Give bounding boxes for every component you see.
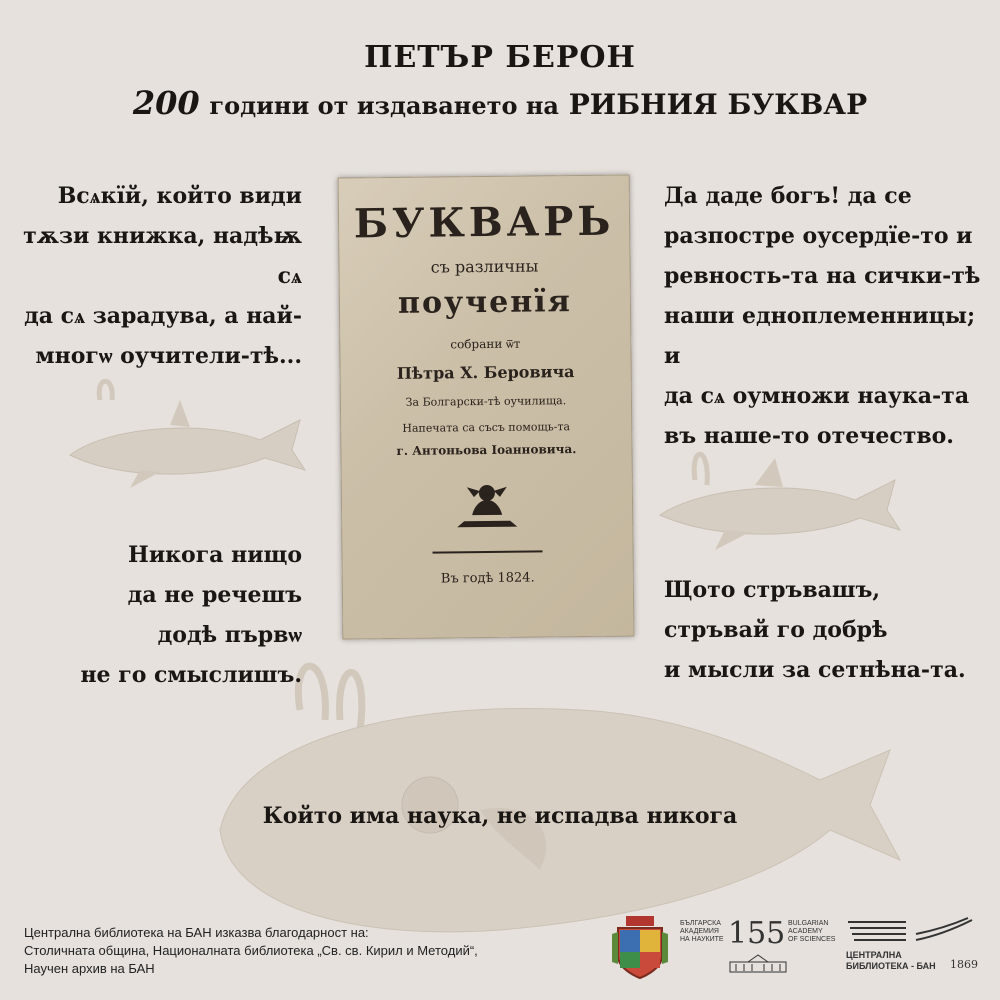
page-title: ПЕТЪР БЕРОН [364, 40, 636, 75]
quote-top-right [664, 176, 994, 456]
quote-line: да не речешъ [127, 582, 302, 608]
quote-line: разпостре оусердїе-то и [664, 223, 973, 249]
logo-text: ACADEMY [788, 928, 823, 935]
logo-year: 1869 [950, 958, 978, 971]
quote-line: ревность-та на сички-тѣ [664, 263, 981, 289]
book-line: съ различны [430, 256, 539, 277]
subtitle-text: години от издаването на [209, 91, 559, 120]
quote-line: наши еднoплеменницы; и [664, 303, 976, 369]
sofia-coat-of-arms-logo [610, 914, 670, 980]
quote-line: да сѧ зарадува, а най- [24, 303, 302, 329]
book-vignette-icon [452, 475, 523, 536]
page-subtitle [0, 84, 1000, 122]
central-library-logo [846, 916, 986, 980]
logo-text: ЦЕНТРАЛНА [846, 950, 902, 960]
footer-line: Столичната община, Националната библиотека „Св. св. Кирил и Методий“, [24, 943, 478, 958]
subtitle-bold: РИБНИЯ БУКВАР [568, 88, 868, 121]
dolphin-illustration-left [60, 370, 310, 500]
subtitle-number: 200 [132, 84, 200, 122]
quote-line: стръвай го добрѣ [664, 617, 888, 643]
quote-bottom: Който има наука, не испадва никога [262, 803, 738, 829]
logo-text: OF SCIENCES [788, 936, 836, 943]
book-line: Пѣтра Х. Беровича [396, 362, 575, 383]
book-year: Въ годѣ 1824. [440, 570, 535, 587]
book-title: БУКВАРЬ [353, 197, 615, 248]
building-icon [728, 954, 788, 979]
quote-line: Всѧкїй, който види [57, 183, 302, 209]
book-line: поученїя [397, 284, 572, 321]
quote-line: Да даде богъ! да се [664, 183, 912, 209]
logo-text: БЪЛГАРСКА [680, 920, 721, 927]
book-line: За Болгарски-тѣ оучилища. [405, 394, 567, 409]
footer-line: Научен архив на БАН [24, 961, 155, 976]
book-line: г. Антоньова Iоанновича. [396, 442, 577, 458]
logo-number: 155 [728, 916, 786, 951]
footer-thanks [24, 924, 478, 978]
logo-text: BULGARIAN [788, 920, 829, 927]
quote-line: да сѧ оумножи наука-та [664, 383, 970, 409]
book-rule-line [433, 550, 543, 553]
logo-text: БИБЛИОТЕКА - БАН [846, 961, 936, 971]
footer-line: Централна библиотека на БАН изказва благодарност на: [24, 925, 369, 940]
book-line: собрани ѿт [450, 336, 521, 352]
quote-line: многѡ оучители-тѣ... [35, 343, 302, 369]
book-cover-image [338, 174, 635, 639]
dolphin-illustration-right [655, 440, 905, 570]
quote-line: и мысли за сетнѣна-та. [664, 657, 966, 683]
quote-top-left [10, 176, 302, 376]
quote-line: додѣ първѡ [157, 622, 302, 648]
bas-155-logo [680, 916, 840, 976]
logo-text: АКАДЕМИЯ [680, 928, 719, 935]
quote-line: Никога нищо [128, 542, 302, 568]
quote-mid-left [20, 535, 302, 695]
quote-line: Щото стръвашъ, [664, 577, 881, 603]
book-line: Напечата са съсъ помощь-та [402, 420, 571, 435]
quote-mid-right [664, 570, 994, 690]
quote-line: въ наше-то отечество. [664, 423, 954, 449]
quote-line: тѫзи книжка, надѣѭ сѧ [23, 223, 302, 289]
quote-line: не го смыслишъ. [80, 662, 302, 688]
logo-text: НА НАУКИТЕ [680, 936, 724, 943]
open-book-icon [846, 916, 976, 951]
